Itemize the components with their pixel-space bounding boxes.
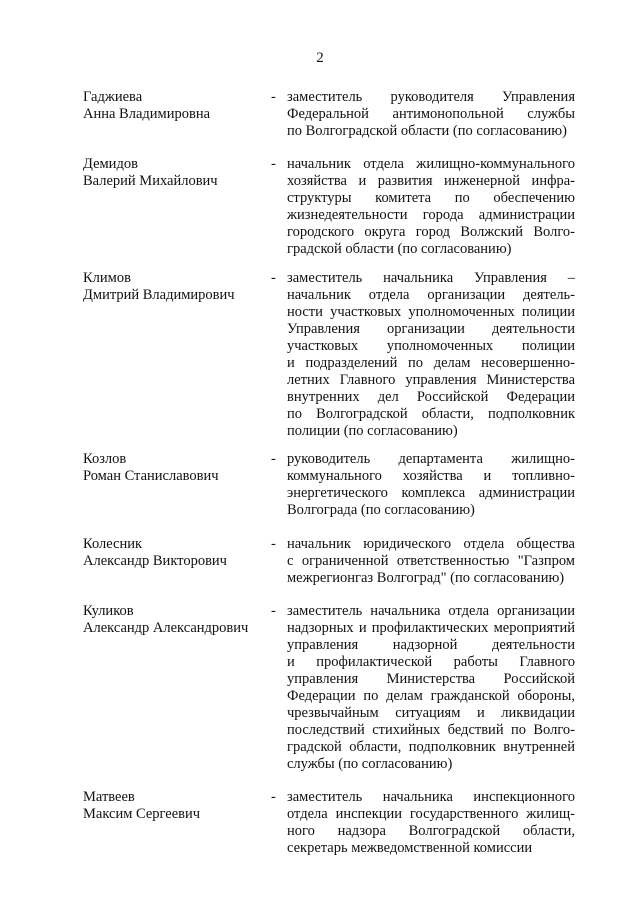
position-line: чрезвычайным ситуациям и ликвидации (287, 705, 575, 721)
member-surname: Климов (83, 270, 131, 286)
dash-separator: - (271, 451, 276, 467)
position-line: заместитель руководителя Управления (287, 89, 575, 105)
member-position (287, 270, 575, 440)
position-line: Управления организации деятельности (287, 321, 575, 337)
member-name (83, 536, 263, 570)
position-line: летних Главного управления Министерства (287, 372, 575, 388)
member-surname: Демидов (83, 156, 138, 172)
position-line: начальник отдела организации деятель- (287, 287, 575, 303)
position-line: городского округа город Волжский Волго- (287, 224, 575, 240)
position-line: отдела инспекции государственного жилищ- (287, 806, 575, 822)
position-line: заместитель начальника отдела организации (287, 603, 575, 619)
dash-separator: - (271, 789, 276, 805)
member-surname: Матвеев (83, 789, 135, 805)
position-line: заместитель начальника Управления – (287, 270, 575, 286)
position-line: полиции (по согласованию) (287, 423, 458, 439)
member-surname: Колесник (83, 536, 143, 552)
position-line: надзорных и профилактических мероприятий (287, 620, 575, 636)
member-name (83, 270, 263, 304)
member-given-names: Анна Владимировна (83, 106, 211, 122)
member-name (83, 156, 263, 190)
position-line: хозяйства и развития инженерной инфра- (287, 173, 575, 189)
position-line: градской области, подполковник внутренней (287, 739, 575, 755)
position-line: жизнедеятельности города администрации (287, 207, 575, 223)
member-given-names: Александр Викторович (83, 553, 227, 569)
position-line: начальник юридического отдела общества (287, 536, 575, 552)
position-line: энергетического комплекса администрации (287, 485, 575, 501)
position-line: последствий стихийных бедствий по Волго- (287, 722, 575, 738)
member-name (83, 89, 263, 123)
page-number: 2 (316, 50, 324, 66)
member-name (83, 451, 263, 485)
member-position (287, 536, 575, 587)
position-line: структуры комитета по обеспечению (287, 190, 575, 206)
position-line: заместитель начальника инспекционного (287, 789, 575, 805)
position-line: управления Министерства Российской (287, 671, 575, 687)
member-given-names: Роман Станиславович (83, 468, 219, 484)
member-position (287, 89, 575, 140)
dash-separator: - (271, 156, 276, 172)
member-position (287, 789, 575, 857)
position-line: управления надзорной деятельности (287, 637, 575, 653)
member-given-names: Максим Сергеевич (83, 806, 201, 822)
position-line: и профилактической работы Главного (287, 654, 575, 670)
member-surname: Козлов (83, 451, 127, 467)
dash-separator: - (271, 536, 276, 552)
position-line: градской области (по согласованию) (287, 241, 512, 257)
position-line: межрегионгаз Волгоград" (по согласованию) (287, 570, 565, 586)
position-line: коммунального хозяйства и топливно- (287, 468, 575, 484)
member-position (287, 156, 575, 258)
member-surname: Гаджиева (83, 89, 143, 105)
dash-separator: - (271, 603, 276, 619)
position-line: по Волгоградской области (по согласованию) (287, 123, 567, 139)
member-name (83, 603, 263, 637)
dash-separator: - (271, 89, 276, 105)
member-given-names: Дмитрий Владимирович (83, 287, 235, 303)
member-given-names: Валерий Михайлович (83, 173, 218, 189)
member-surname: Куликов (83, 603, 134, 619)
position-line: ности участковых уполномоченных полиции (287, 304, 575, 320)
position-line: с ограниченной ответственностью "Газпром (287, 553, 575, 569)
position-line: Федеральной антимонопольной службы (287, 106, 575, 122)
member-name (83, 789, 263, 823)
position-line: ного надзора Волгоградской области, (287, 823, 575, 839)
member-position (287, 603, 575, 773)
position-line: по Волгоградской области, подполковник (287, 406, 575, 422)
member-given-names: Александр Александрович (83, 620, 249, 636)
position-line: службы (по согласованию) (287, 756, 453, 772)
position-line: участковых уполномоченных полиции (287, 338, 575, 354)
dash-separator: - (271, 270, 276, 286)
position-line: Федерации по делам гражданской обороны, (287, 688, 575, 704)
position-line: руководитель департамента жилищно- (287, 451, 575, 467)
member-position (287, 451, 575, 519)
position-line: и подразделений по делам несовершенно- (287, 355, 575, 371)
position-line: начальник отдела жилищно-коммунального (287, 156, 575, 172)
position-line: секретарь межведомственной комиссии (287, 840, 533, 856)
position-line: внутренних дел Российской Федерации (287, 389, 575, 405)
position-line: Волгограда (по согласованию) (287, 502, 475, 518)
